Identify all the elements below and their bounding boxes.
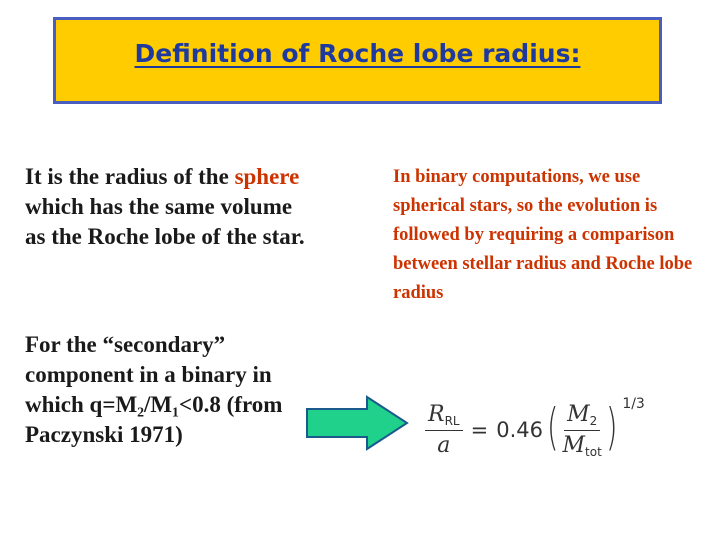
slide-title: Definition of Roche lobe radius: <box>134 39 581 68</box>
equals-sign: = <box>470 418 489 442</box>
lhs-denominator: a <box>437 433 451 458</box>
lhs-fraction <box>425 402 463 458</box>
sphere-highlight: sphere <box>234 164 300 189</box>
definition-text-end: which has the same volume as the Roche lobe of the star. <box>25 194 305 249</box>
definition-text-start: It is the radius of the <box>25 164 235 189</box>
binary-computation-note: In binary computations, we use spherical stars, so the evolution is followed by requiring a comparison between stellar radius and Roche lobe radius <box>393 167 693 303</box>
coefficient: 0.46 <box>496 418 543 442</box>
roche-lobe-formula <box>425 390 655 470</box>
lhs-numerator: $R_{RL}$ <box>425 402 463 431</box>
left-paren: ( <box>546 398 559 456</box>
mass-numerator: $M_2$ <box>564 402 600 431</box>
title-banner <box>53 17 662 104</box>
mass-denominator: $M_{tot}$ <box>562 432 602 459</box>
definition-paragraph <box>25 162 315 252</box>
right-arrow-icon <box>305 395 409 451</box>
right-paren: ) <box>605 398 618 456</box>
exponent: 1/3 <box>622 396 645 412</box>
mass-ratio-fraction <box>563 402 602 459</box>
secondary-paragraph: For the “secondary” component in a binary in which q=M₂/M₁<0.8 (from Paczynski 1971) <box>25 332 283 447</box>
